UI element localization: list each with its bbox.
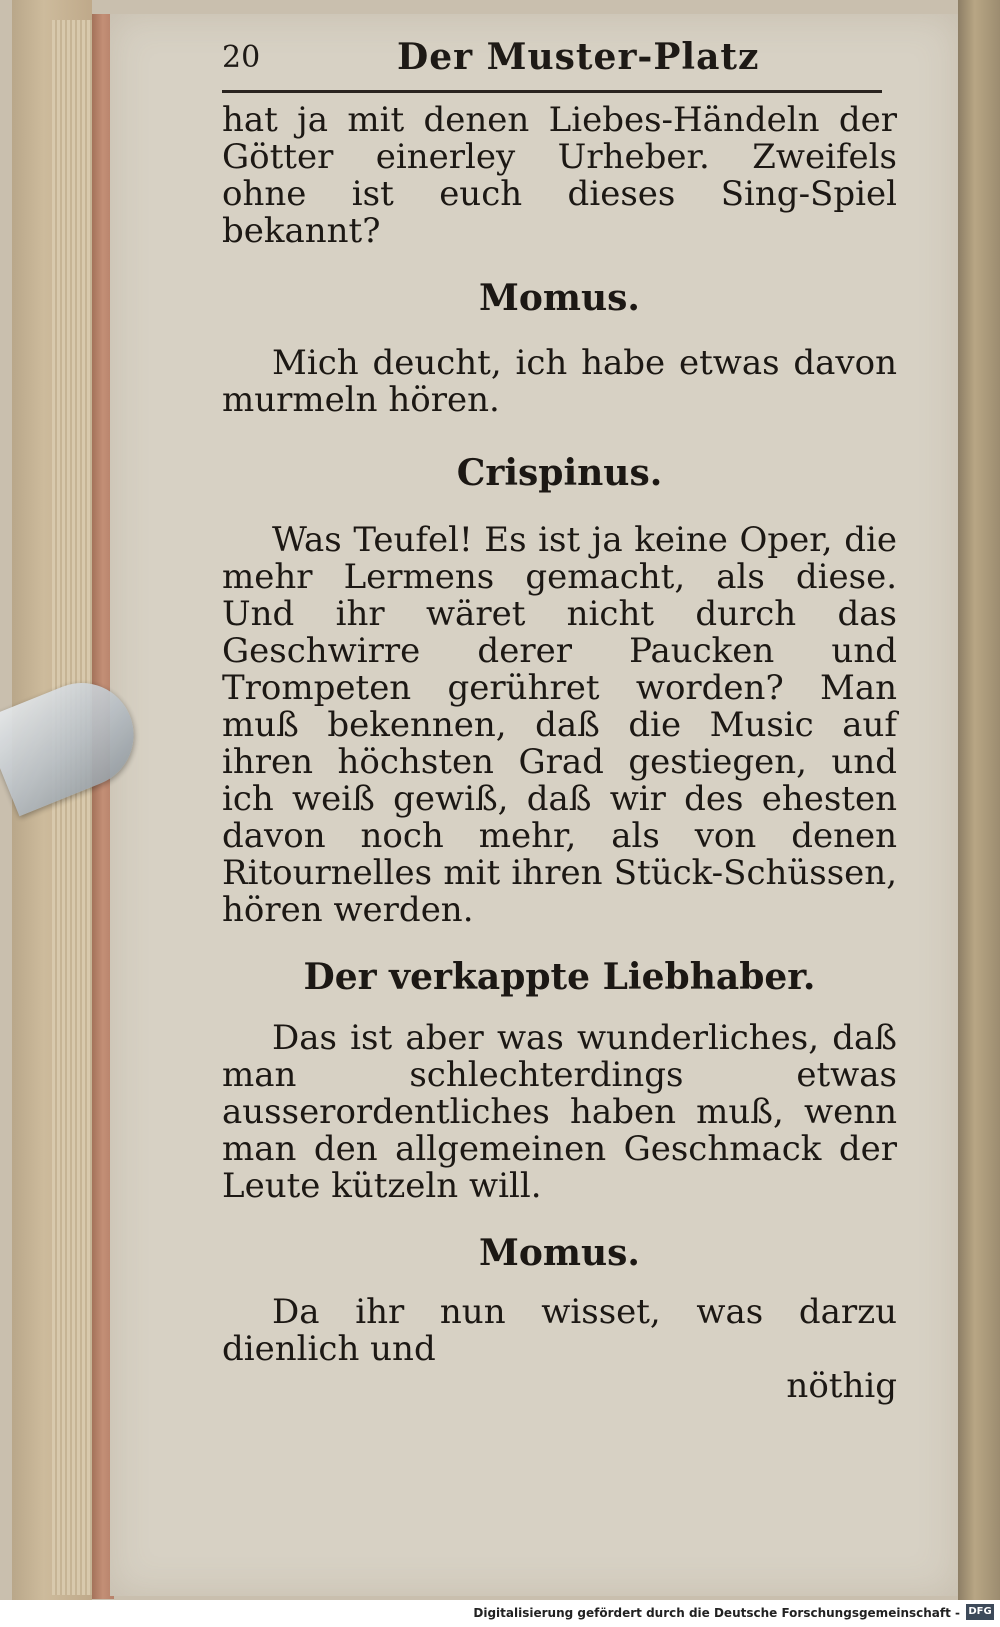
book-right-edge [958, 0, 1000, 1600]
dfg-logo: DFG [966, 1604, 994, 1620]
running-title: Der Muster-Platz [397, 36, 760, 78]
paragraph-1: hat ja mit denen Liebes-Händeln der Götter einerley Urheber. Zweifels ohne ist euch dieses Sing-Spiel bekannt? [222, 100, 897, 251]
speaker-momus-1: Momus. [479, 277, 640, 319]
page-stack-edge [52, 20, 92, 1595]
paragraph-2: Mich deucht, ich habe etwas davon murmeln hören. [222, 343, 897, 420]
header-rule [222, 90, 882, 93]
paragraph-3: Was Teufel! Es ist ja keine Oper, die mehr Lermens gemacht, als diese. Und ihr wäret nicht durch das Geschwirre derer Paucken und Trompeten gerühret worden? Man muß bekennen, daß die Music auf ihren höchsten Grad gestiegen, und ich weiß gewiß, daß wir des ehesten davon noch mehr, als von denen Ritournelles mit ihren Stück-Schüssen, hören werden. [222, 520, 897, 930]
paragraph-4: Das ist aber was wunderliches, daß man schlechterdings etwas ausserordentliches haben muß, wenn man den allgemeinen Geschmack der Leute kützeln will. [222, 1018, 897, 1206]
page-text [222, 102, 897, 1405]
speaker-verkappte-liebhaber: Der verkappte Liebhaber. [303, 956, 816, 998]
paragraph-5: Da ihr nun wisset, was darzu dienlich und [222, 1292, 897, 1369]
speaker-crispinus: Crispinus. [456, 452, 663, 494]
page-number: 20 [222, 40, 261, 75]
speaker-momus-2: Momus. [479, 1232, 640, 1274]
digitization-credit: Digitalisierung gefördert durch die Deutsche Forschungsgemeinschaft - [473, 1606, 960, 1620]
page-header [222, 36, 892, 86]
catchword: nöthig [786, 1366, 897, 1406]
